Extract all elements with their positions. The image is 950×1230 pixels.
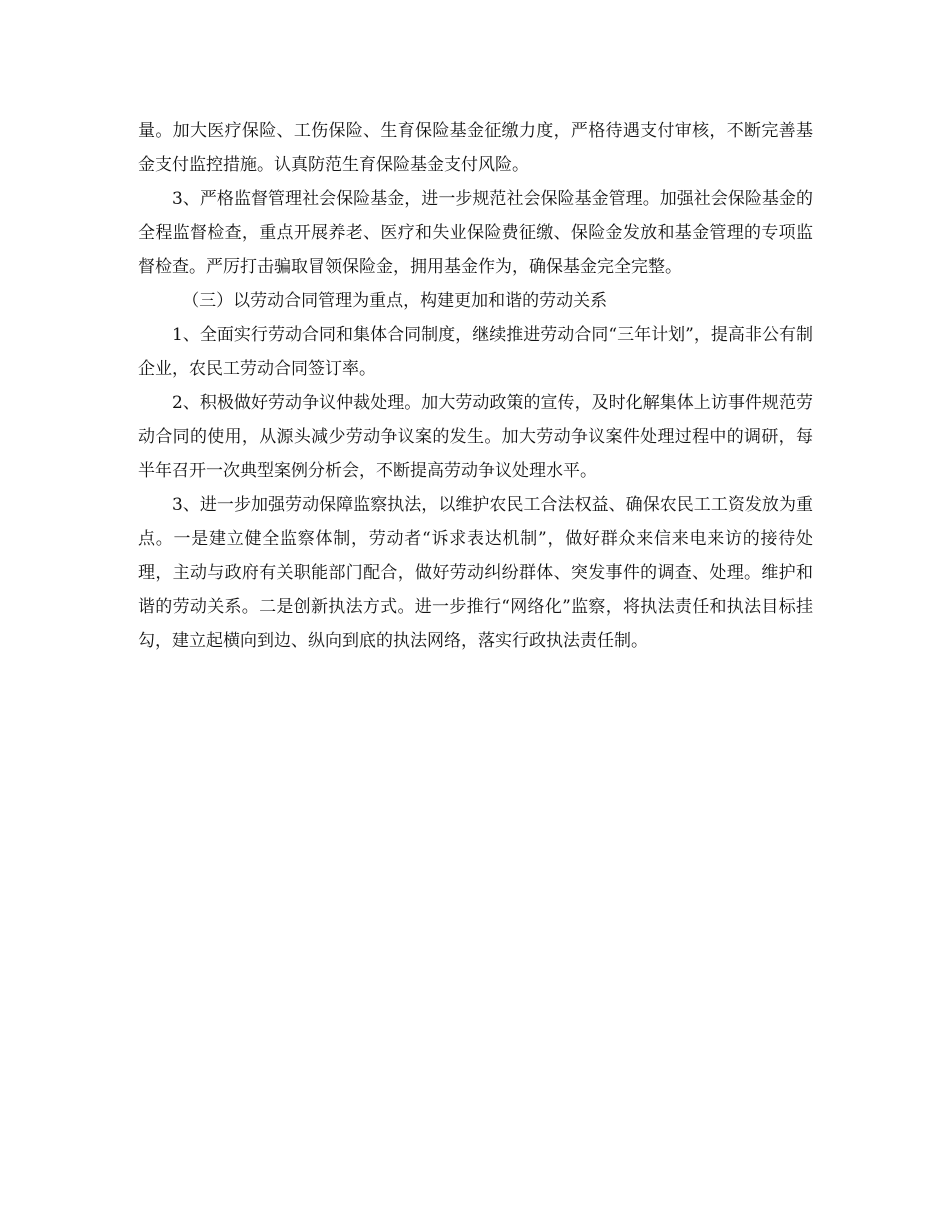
section-heading-labor-relations: （三）以劳动合同管理为重点，构建更加和谐的劳动关系 bbox=[182, 291, 608, 311]
paragraph-labor-contracts: 1、全面实行劳动合同和集体合同制度，继续推进劳动合同“三年计划”，提高非公有制企业，农民工劳动合同签订率。 bbox=[138, 325, 813, 379]
document-body bbox=[138, 114, 813, 658]
paragraph-labor-inspection: 3、进一步加强劳动保障监察执法，以维护农民工合法权益、确保农民工工资发放为重点。一是建立健全监察体制，劳动者“诉求表达机制”，做好群众来信来电来访的接待处理，主动与政府有关职能部门配合，做好劳动纠纷群体、突发事件的调查、处理。维护和谐的劳动关系。二是创新执法方式。进一步推行“网络化”监察，将执法责任和执法目标挂勾，建立起横向到边、纵向到底的执法网络，落实行政执法责任制。 bbox=[138, 495, 813, 651]
paragraph-labor-arbitration: 2、积极做好劳动争议仲裁处理。加大劳动政策的宣传，及时化解集体上访事件规范劳动合同的使用，从源头减少劳动争议案的发生。加大劳动争议案件处理过程中的调研，每半年召开一次典型案例分析会，不断提高劳动争议处理水平。 bbox=[138, 393, 813, 481]
paragraph-continuation: 量。加大医疗保险、工伤保险、生育保险基金征缴力度，严格待遇支付审核，不断完善基金支付监控措施。认真防范生育保险基金支付风险。 bbox=[138, 121, 813, 175]
paragraph-fund-supervision: 3、严格监督管理社会保险基金，进一步规范社会保险基金管理。加强社会保险基金的全程监督检查，重点开展养老、医疗和失业保险费征缴、保险金发放和基金管理的专项监督检查。严厉打击骗取冒领保险金，拥用基金作为，确保基金完全完整。 bbox=[138, 189, 813, 277]
